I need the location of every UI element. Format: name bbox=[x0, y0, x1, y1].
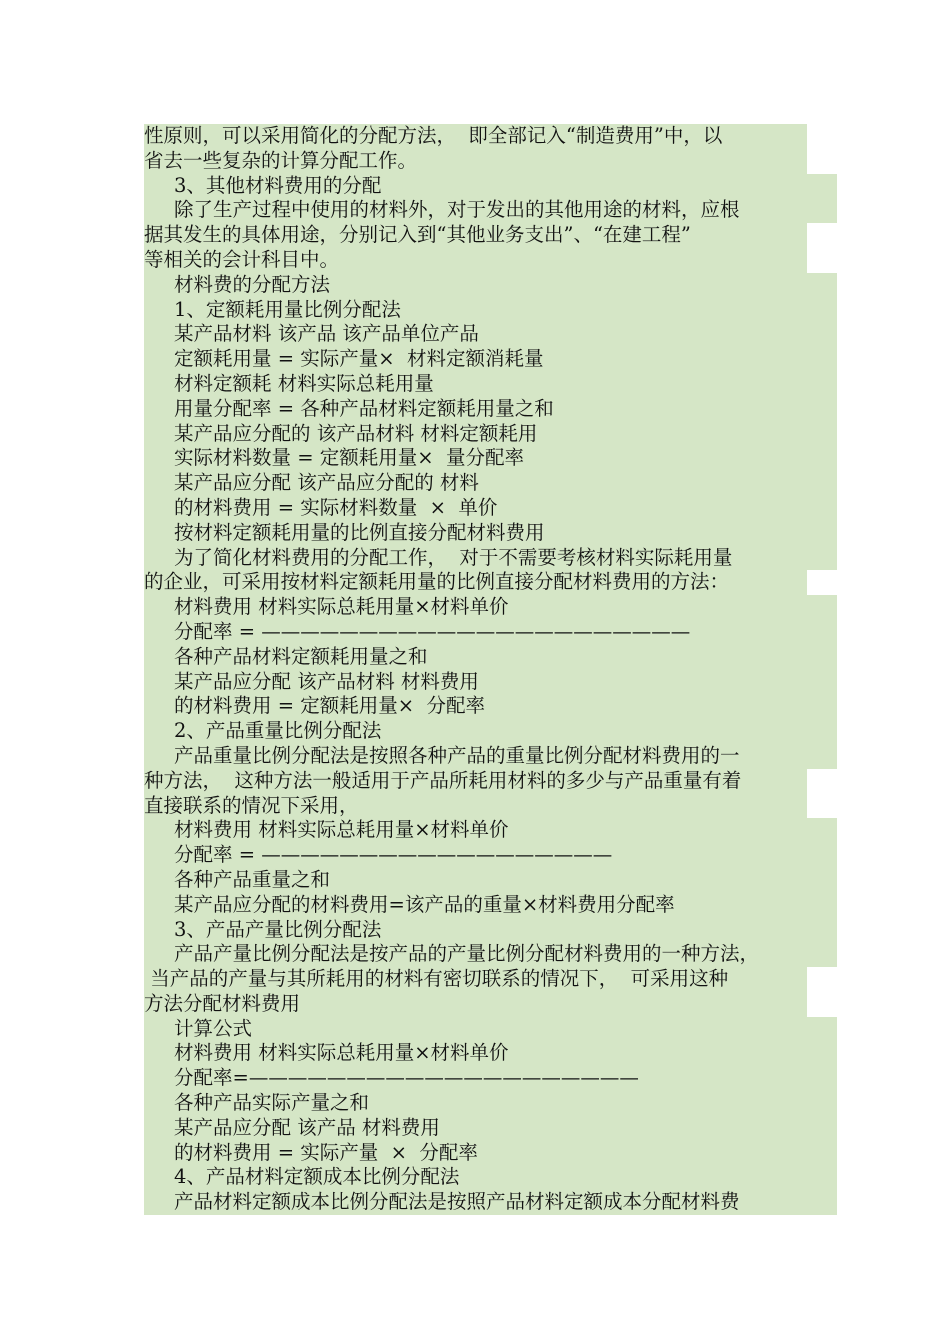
text-line bbox=[144, 769, 834, 794]
text-line bbox=[144, 471, 834, 496]
text-line bbox=[144, 694, 834, 719]
text-line bbox=[144, 546, 834, 571]
text-line-content: 各种产品重量之和 bbox=[144, 868, 837, 893]
text-line-content: 产品材料定额成本比例分配法是按照产品材料定额成本分配材料费 bbox=[144, 1190, 837, 1215]
text-line bbox=[144, 868, 834, 893]
text-line-content: 3、其他材料费用的分配 bbox=[144, 174, 837, 199]
text-line-content: 种方法， 这种方法一般适用于产品所耗用材料的多少与产品重量有着 bbox=[144, 769, 807, 794]
text-line-content: 4、产品材料定额成本比例分配法 bbox=[144, 1165, 837, 1190]
text-line-content: 为了简化材料费用的分配工作， 对于不需要考核材料实际耗用量 bbox=[144, 546, 837, 571]
text-line bbox=[144, 496, 834, 521]
text-line-content: 产品重量比例分配法是按照各种产品的重量比例分配材料费用的一 bbox=[144, 744, 837, 769]
text-line-content: 实际材料数量 = 定额耗用量× 量分配率 bbox=[144, 446, 837, 471]
text-line-content: 产品产量比例分配法是按产品的产量比例分配材料费用的一种方法， bbox=[144, 942, 837, 967]
text-line bbox=[144, 1017, 834, 1042]
text-line bbox=[144, 248, 834, 273]
text-line bbox=[144, 595, 834, 620]
text-line-content: 直接联系的情况下采用， bbox=[144, 794, 807, 819]
text-line bbox=[144, 273, 834, 298]
text-line bbox=[144, 1041, 834, 1066]
text-line bbox=[144, 918, 834, 943]
text-line bbox=[144, 719, 834, 744]
text-line-content: 某产品材料 该产品 该产品单位产品 bbox=[144, 322, 837, 347]
text-line-content: 的材料费用 = 实际产量 × 分配率 bbox=[144, 1141, 837, 1166]
text-line-content: 某产品应分配 该产品应分配的 材料 bbox=[144, 471, 837, 496]
text-line bbox=[144, 521, 834, 546]
text-line bbox=[144, 843, 834, 868]
text-line bbox=[144, 1190, 834, 1215]
text-line-content: 计算公式 bbox=[144, 1017, 837, 1042]
text-line bbox=[144, 124, 834, 149]
text-line bbox=[144, 992, 834, 1017]
text-line-content: 的材料费用 = 定额耗用量× 分配率 bbox=[144, 694, 837, 719]
text-line bbox=[144, 422, 834, 447]
text-line-content: 3、产品产量比例分配法 bbox=[144, 918, 837, 943]
text-line-content: 性原则，可以采用简化的分配方法， 即全部记入“制造费用”中，以 bbox=[144, 124, 807, 149]
text-line-content: 各种产品材料定额耗用量之和 bbox=[144, 645, 837, 670]
text-line bbox=[144, 446, 834, 471]
text-line bbox=[144, 322, 834, 347]
text-line bbox=[144, 1091, 834, 1116]
text-line-content: 用量分配率 = 各种产品材料定额耗用量之和 bbox=[144, 397, 837, 422]
text-line bbox=[144, 1165, 834, 1190]
text-line-content: 2、产品重量比例分配法 bbox=[144, 719, 837, 744]
text-line bbox=[144, 794, 834, 819]
text-line bbox=[144, 298, 834, 323]
text-line bbox=[144, 223, 834, 248]
text-line bbox=[144, 670, 834, 695]
text-line bbox=[144, 149, 834, 174]
text-line bbox=[144, 620, 834, 645]
text-line-content: 材料费用 材料实际总耗用量×材料单价 bbox=[144, 818, 837, 843]
text-line-content: 材料费用 材料实际总耗用量×材料单价 bbox=[144, 1041, 837, 1066]
text-line-content: 材料费的分配方法 bbox=[144, 273, 837, 298]
text-line-content: 某产品应分配 该产品材料 材料费用 bbox=[144, 670, 837, 695]
text-line bbox=[144, 347, 834, 372]
text-line-content: 的企业，可采用按材料定额耗用量的比例直接分配材料费用的方法： bbox=[144, 570, 807, 595]
text-line bbox=[144, 967, 834, 992]
text-line bbox=[144, 198, 834, 223]
text-line bbox=[144, 397, 834, 422]
text-line bbox=[144, 1141, 834, 1166]
text-line bbox=[144, 174, 834, 199]
document-body bbox=[144, 124, 834, 1215]
text-line bbox=[144, 570, 834, 595]
text-line-content: 某产品应分配的 该产品材料 材料定额耗用 bbox=[144, 422, 837, 447]
text-line bbox=[144, 645, 834, 670]
text-line bbox=[144, 372, 834, 397]
text-line-content: 定额耗用量 = 实际产量× 材料定额消耗量 bbox=[144, 347, 837, 372]
text-line bbox=[144, 893, 834, 918]
text-line bbox=[144, 1116, 834, 1141]
text-line bbox=[144, 818, 834, 843]
text-line bbox=[144, 1066, 834, 1091]
text-line-content: 按材料定额耗用量的比例直接分配材料费用 bbox=[144, 521, 837, 546]
text-line-content: 除了生产过程中使用的材料外，对于发出的其他用途的材料，应根 bbox=[144, 198, 837, 223]
text-line-content: 的材料费用 = 实际材料数量 × 单价 bbox=[144, 496, 837, 521]
text-line-content: 分配率 = —————————————————— bbox=[144, 843, 837, 868]
text-line bbox=[144, 744, 834, 769]
text-line-content: 某产品应分配 该产品 材料费用 bbox=[144, 1116, 837, 1141]
text-line bbox=[144, 942, 834, 967]
text-line-content: 等相关的会计科目中。 bbox=[144, 248, 807, 273]
text-line-content: 各种产品实际产量之和 bbox=[144, 1091, 837, 1116]
text-line-content: 分配率 = —————————————————————— bbox=[144, 620, 837, 645]
text-line-content: 某产品应分配的材料费用=该产品的重量×材料费用分配率 bbox=[144, 893, 837, 918]
text-line-content: 省去一些复杂的计算分配工作。 bbox=[144, 149, 807, 174]
text-line-content: 材料定额耗 材料实际总耗用量 bbox=[144, 372, 837, 397]
text-line-content: 当产品的产量与其所耗用的材料有密切联系的情况下， 可采用这种 bbox=[144, 967, 807, 992]
text-line-content: 方法分配材料费用 bbox=[144, 992, 807, 1017]
text-line-content: 1、定额耗用量比例分配法 bbox=[144, 298, 837, 323]
text-line-content: 分配率=———————————————————— bbox=[144, 1066, 837, 1091]
text-line-content: 据其发生的具体用途，分别记入到“其他业务支出”、“在建工程” bbox=[144, 223, 807, 248]
text-line-content: 材料费用 材料实际总耗用量×材料单价 bbox=[144, 595, 837, 620]
